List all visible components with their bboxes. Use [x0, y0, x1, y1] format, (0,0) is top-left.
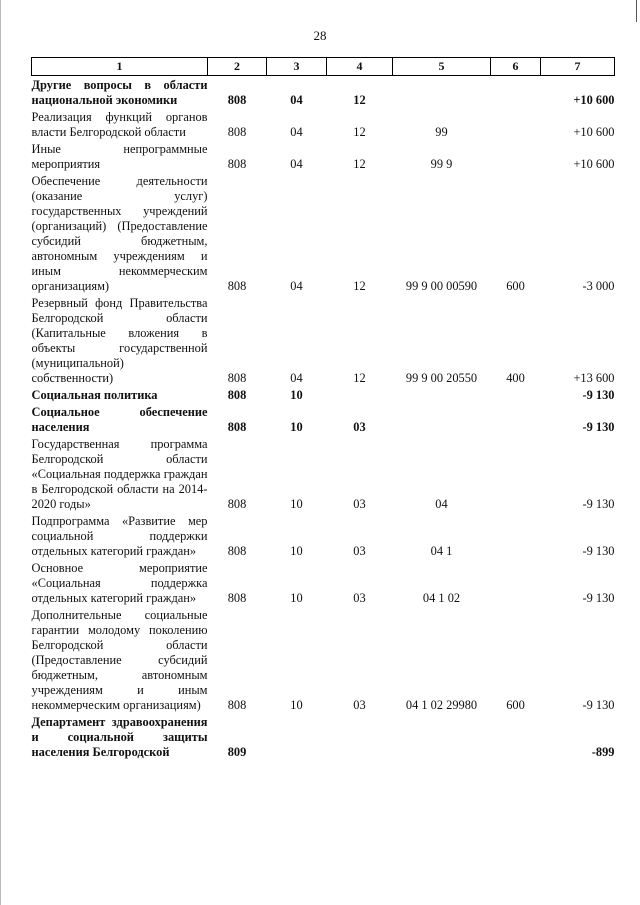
row-amount-cell: -9 130: [582, 420, 615, 434]
row-subsection-cell: 12: [353, 371, 366, 385]
row-section-cell: 10: [290, 544, 303, 558]
row-amount-cell: -9 130: [582, 497, 615, 511]
row-expense-type-cell: [491, 140, 541, 172]
scan-edge-mark: [0, 0, 1, 905]
row-section-cell: [267, 713, 327, 760]
header-cell: 5: [393, 58, 491, 76]
row-subsection-cell: 12: [353, 279, 366, 293]
row-code-cell: 809: [227, 745, 247, 759]
header-cell: 3: [267, 58, 327, 76]
row-section-cell: 04: [290, 157, 303, 171]
row-section-cell: 10: [290, 497, 303, 511]
table-row: [32, 386, 615, 403]
table-row: [32, 76, 615, 109]
table-row: [32, 559, 615, 606]
row-subsection-cell: 03: [353, 497, 366, 511]
row-code-cell: 808: [227, 279, 247, 293]
row-expense-type-cell: 600: [506, 698, 525, 712]
row-expense-type-cell: [491, 559, 541, 606]
header-cell: 7: [541, 58, 615, 76]
row-target-cell: 04 1 02 29980: [405, 698, 478, 712]
row-amount-cell: -3 000: [582, 279, 615, 293]
row-code-cell: 808: [227, 371, 247, 385]
row-amount-cell: +13 600: [573, 371, 615, 385]
row-name-cell: Иные непрограммные мероприятия: [31, 142, 208, 171]
row-section-cell: 10: [290, 420, 303, 434]
table-row: [32, 512, 615, 559]
page-number: 28: [313, 28, 327, 43]
row-expense-type-cell: [491, 435, 541, 512]
header-row: [32, 58, 615, 76]
row-section-cell: 10: [290, 698, 303, 712]
header-cell: 1: [32, 58, 208, 76]
row-amount-cell: -9 130: [582, 544, 615, 558]
row-target-cell: [393, 386, 491, 403]
row-code-cell: 808: [227, 420, 247, 434]
row-code-cell: 808: [227, 388, 247, 402]
row-expense-type-cell: [491, 713, 541, 760]
row-expense-type-cell: [491, 108, 541, 140]
row-name-cell: Социальная политика: [31, 388, 158, 402]
row-name-cell: Резервный фонд Правительства Белгородской области (Капитальные вложения в объекты государственной (муниципальной) собственности): [31, 296, 208, 385]
row-amount-cell: +10 600: [573, 125, 615, 139]
row-name-cell: Реализация функций органов власти Белгородской области: [31, 110, 208, 139]
table-row: [32, 294, 615, 386]
row-section-cell: 04: [290, 125, 303, 139]
row-code-cell: 808: [227, 157, 247, 171]
row-amount-cell: +10 600: [573, 157, 615, 171]
row-subsection-cell: 03: [353, 591, 366, 605]
row-target-cell: 99 9: [430, 157, 453, 171]
row-section-cell: 10: [290, 388, 303, 402]
budget-table: [31, 57, 615, 760]
row-subsection-cell: 12: [353, 125, 366, 139]
table-row: [32, 403, 615, 435]
row-amount-cell: -9 130: [582, 698, 615, 712]
row-target-cell: 99 9 00 20550: [405, 371, 478, 385]
row-amount-cell: -9 130: [582, 388, 615, 402]
row-name-cell: Социальное обеспечение населения: [31, 405, 208, 434]
row-amount-cell: -9 130: [582, 591, 615, 605]
row-subsection-cell: 12: [353, 93, 366, 107]
row-name-cell: Обеспечение деятельности (оказание услуг) государственных учреждений (организаций) (Предоставление субсидий бюджетным, автономным учреждениям и иным некоммерческим организациям): [31, 174, 208, 293]
header-cell: 2: [208, 58, 267, 76]
row-expense-type-cell: 600: [506, 279, 525, 293]
row-name-cell: Другие вопросы в области национальной экономики: [31, 78, 208, 107]
row-subsection-cell: 12: [353, 157, 366, 171]
row-code-cell: 808: [227, 93, 247, 107]
row-section-cell: 04: [290, 279, 303, 293]
row-target-cell: [393, 403, 491, 435]
row-expense-type-cell: 400: [506, 371, 525, 385]
row-amount-cell: +10 600: [573, 93, 615, 107]
row-code-cell: 808: [227, 125, 247, 139]
row-expense-type-cell: [491, 403, 541, 435]
row-name-cell: Подпрограмма «Развитие мер социальной поддержки отдельных категорий граждан»: [31, 514, 208, 558]
header-cell: 4: [327, 58, 393, 76]
row-amount-cell: -899: [591, 745, 615, 759]
row-target-cell: [393, 713, 491, 760]
row-code-cell: 808: [227, 591, 247, 605]
row-section-cell: 04: [290, 371, 303, 385]
table-row: [32, 140, 615, 172]
table-row: [32, 108, 615, 140]
row-target-cell: 99: [435, 125, 448, 139]
table-row: [32, 172, 615, 294]
row-expense-type-cell: [491, 76, 541, 109]
row-target-cell: 04 1 02: [422, 591, 461, 605]
table-row: [32, 606, 615, 713]
row-code-cell: 808: [227, 698, 247, 712]
row-name-cell: Департамент здравоохранения и социальной защиты населения Белгородской: [31, 715, 208, 759]
row-expense-type-cell: [491, 386, 541, 403]
table-row: [32, 713, 615, 760]
row-code-cell: 808: [227, 497, 247, 511]
row-name-cell: Основное мероприятие «Социальная поддержка отдельных категорий граждан»: [31, 561, 208, 605]
row-section-cell: 10: [290, 591, 303, 605]
row-subsection-cell: 03: [353, 420, 366, 434]
row-target-cell: [393, 76, 491, 109]
row-subsection-cell: [327, 386, 393, 403]
row-code-cell: 808: [227, 544, 247, 558]
row-subsection-cell: [327, 713, 393, 760]
row-target-cell: 04: [435, 497, 448, 511]
header-cell: 6: [491, 58, 541, 76]
row-section-cell: 04: [290, 93, 303, 107]
row-target-cell: 99 9 00 00590: [405, 279, 478, 293]
row-target-cell: 04 1: [430, 544, 453, 558]
row-expense-type-cell: [491, 512, 541, 559]
table-row: [32, 435, 615, 512]
row-name-cell: Государственная программа Белгородской области «Социальная поддержка граждан в Белгородской области на 2014-2020 годы»: [31, 437, 208, 511]
row-name-cell: Дополнительные социальные гарантии молодому поколению Белгородской области (Предоставление субсидий бюджетным, автономным учреждениям и иным некоммерческим организациям): [31, 608, 208, 712]
table-body: [32, 76, 615, 761]
row-subsection-cell: 03: [353, 698, 366, 712]
row-subsection-cell: 03: [353, 544, 366, 558]
scan-corner-mark: [636, 0, 637, 22]
